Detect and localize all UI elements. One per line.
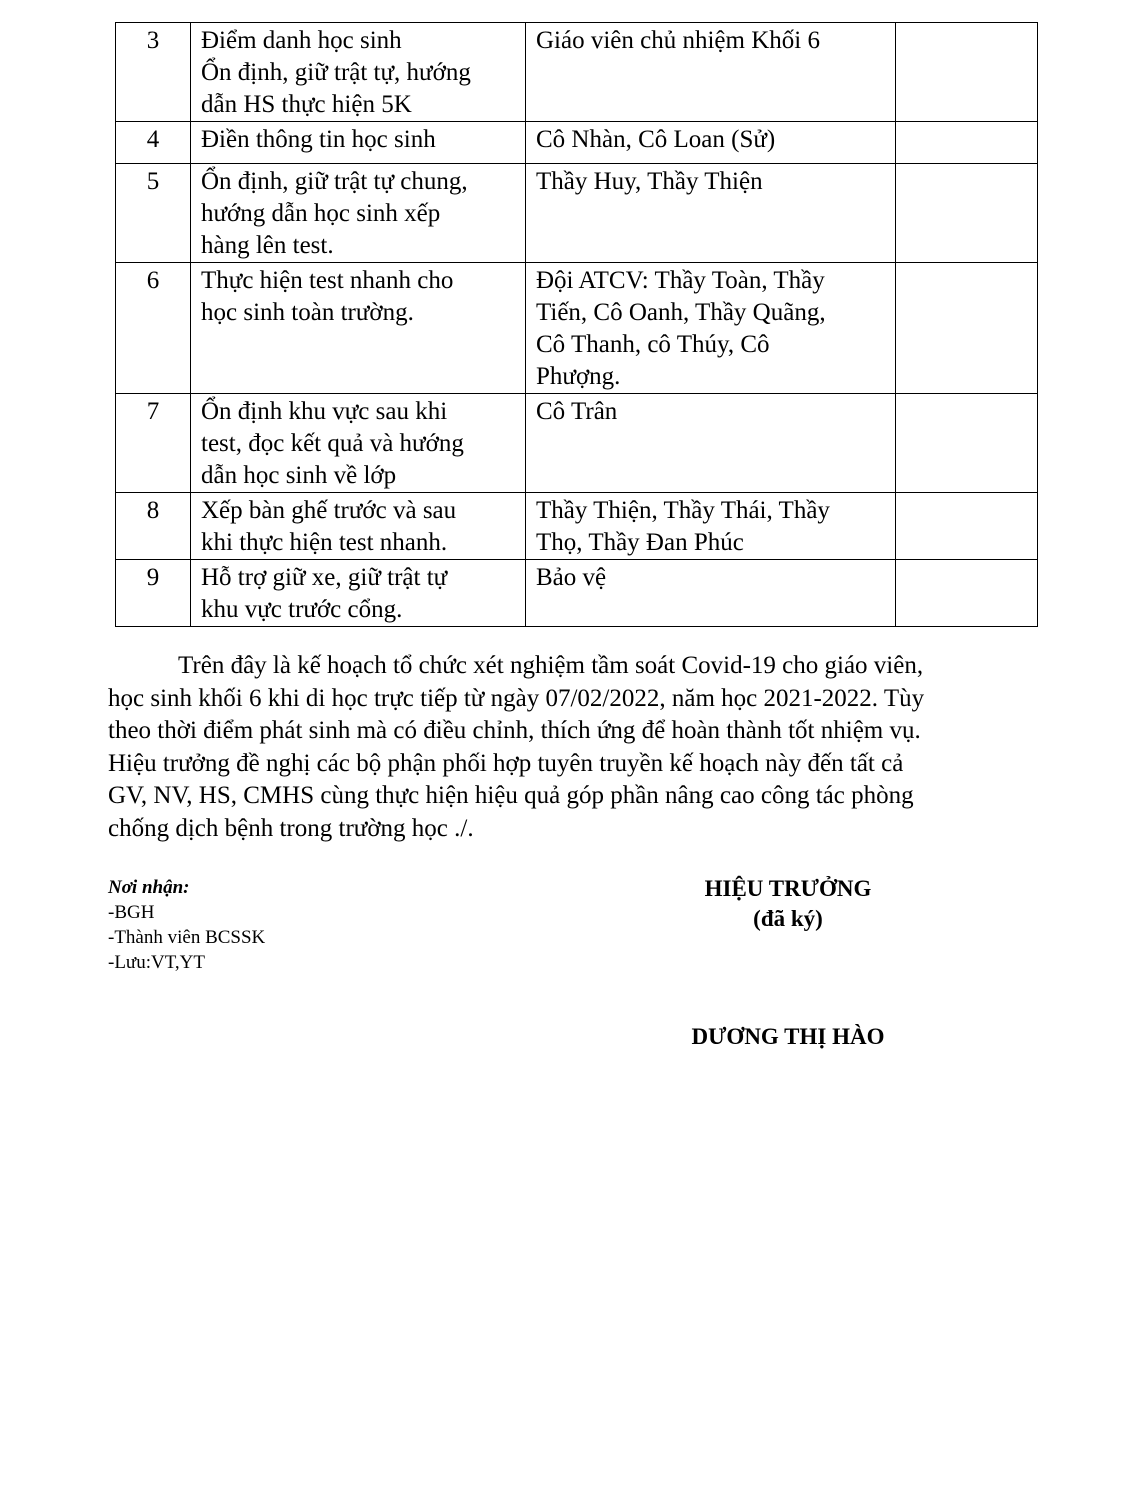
closing-line: theo thời điểm phát sinh mà có điều chỉnh, thích ứng để hoàn thành tốt nhiệm vụ. — [108, 717, 921, 744]
task-cell — [191, 122, 526, 164]
note-cell — [896, 122, 1038, 164]
task-line: dẫn học sinh về lớp — [201, 462, 397, 489]
row-number: 6 — [116, 263, 191, 394]
row-number: 8 — [116, 493, 191, 560]
assignee-line: Phượng. — [536, 363, 621, 390]
assignee-cell — [526, 394, 896, 493]
task-cell — [191, 394, 526, 493]
table-row — [116, 493, 1038, 560]
task-line: Thực hiện test nhanh cho — [201, 267, 454, 294]
table-row — [116, 122, 1038, 164]
note-cell — [896, 560, 1038, 627]
signature-title: HIỆU TRƯỞNG — [704, 876, 872, 901]
assignee-line: Bảo vệ — [536, 564, 607, 591]
task-cell — [191, 164, 526, 263]
row-number: 5 — [116, 164, 191, 263]
note-cell — [896, 164, 1038, 263]
note-cell — [896, 263, 1038, 394]
task-line: Ổn định, giữ trật tự, hướng — [201, 59, 471, 86]
task-cell — [191, 263, 526, 394]
assignee-cell — [526, 23, 896, 122]
row-number: 7 — [116, 394, 191, 493]
row-number: 9 — [116, 560, 191, 627]
task-line: test, đọc kết quả và hướng — [201, 430, 464, 457]
task-cell — [191, 560, 526, 627]
recipient-item: -Thành viên BCSSK — [108, 927, 266, 948]
assignee-line: Thọ, Thầy Đan Phúc — [536, 529, 744, 556]
recipients-block — [108, 875, 265, 975]
assignee-cell — [526, 493, 896, 560]
assignee-line: Giáo viên chủ nhiệm Khối 6 — [536, 27, 820, 54]
closing-paragraph — [108, 650, 1042, 845]
signature-block — [640, 874, 936, 934]
signature-status: (đã ký) — [753, 906, 823, 931]
assignee-line: Thầy Huy, Thầy Thiện — [536, 168, 763, 195]
closing-line: học sinh khối 6 khi di học trực tiếp từ ngày 07/02/2022, năm học 2021-2022. Tùy — [108, 684, 925, 712]
table-row — [116, 263, 1038, 394]
table-row — [116, 23, 1038, 122]
closing-line: Hiệu trưởng đề nghị các bộ phận phối hợp tuyên truyền kế hoạch này đến tất cả — [108, 749, 904, 777]
table-row — [116, 164, 1038, 263]
assignee-cell — [526, 560, 896, 627]
assignee-line: Cô Trân — [536, 398, 618, 425]
assignee-line: Tiến, Cô Oanh, Thầy Quãng, — [536, 299, 826, 326]
task-line: Ổn định khu vực sau khi — [201, 398, 448, 425]
signer-name: DƯƠNG THỊ HÀO — [691, 1024, 885, 1049]
assignee-line: Cô Nhàn, Cô Loan (Sử) — [536, 126, 776, 153]
closing-line: chống dịch bệnh trong trường học ./. — [108, 814, 474, 842]
assignee-line: Thầy Thiện, Thầy Thái, Thầy — [536, 497, 830, 524]
assignee-line: Cô Thanh, cô Thúy, Cô — [536, 331, 770, 358]
table-row — [116, 560, 1038, 627]
closing-line: GV, NV, HS, CMHS cùng thực hiện hiệu quả góp phần nâng cao công tác phòng — [108, 782, 914, 809]
task-line: hướng dẫn học sinh xếp — [201, 200, 441, 227]
task-cell — [191, 23, 526, 122]
task-line: Hỗ trợ giữ xe, giữ trật tự — [201, 564, 448, 591]
note-cell — [896, 23, 1038, 122]
table-row — [116, 394, 1038, 493]
assignee-cell — [526, 122, 896, 164]
task-line: hàng lên test. — [201, 232, 334, 259]
assignment-table — [115, 22, 1038, 627]
assignee-line: Đội ATCV: Thầy Toàn, Thầy — [536, 267, 825, 294]
assignee-cell — [526, 164, 896, 263]
task-line: dẫn HS thực hiện 5K — [201, 91, 412, 118]
recipients-heading: Nơi nhận: — [108, 877, 190, 898]
assignee-cell — [526, 263, 896, 394]
row-number: 3 — [116, 23, 191, 122]
row-number: 4 — [116, 122, 191, 164]
task-line: học sinh toàn trường. — [201, 299, 414, 326]
task-cell — [191, 493, 526, 560]
task-line: Điểm danh học sinh — [201, 27, 402, 54]
recipient-item: -Lưu:VT,YT — [108, 952, 206, 973]
task-line: Ổn định, giữ trật tự chung, — [201, 168, 468, 195]
note-cell — [896, 493, 1038, 560]
task-line: Xếp bàn ghế trước và sau — [201, 497, 457, 524]
closing-line: Trên đây là kế hoạch tổ chức xét nghiệm tầm soát Covid-19 cho giáo viên, — [178, 652, 924, 679]
task-line: Điền thông tin học sinh — [201, 126, 436, 153]
task-line: khu vực trước cổng. — [201, 596, 403, 623]
recipient-item: -BGH — [108, 902, 155, 923]
task-line: khi thực hiện test nhanh. — [201, 529, 448, 556]
note-cell — [896, 394, 1038, 493]
